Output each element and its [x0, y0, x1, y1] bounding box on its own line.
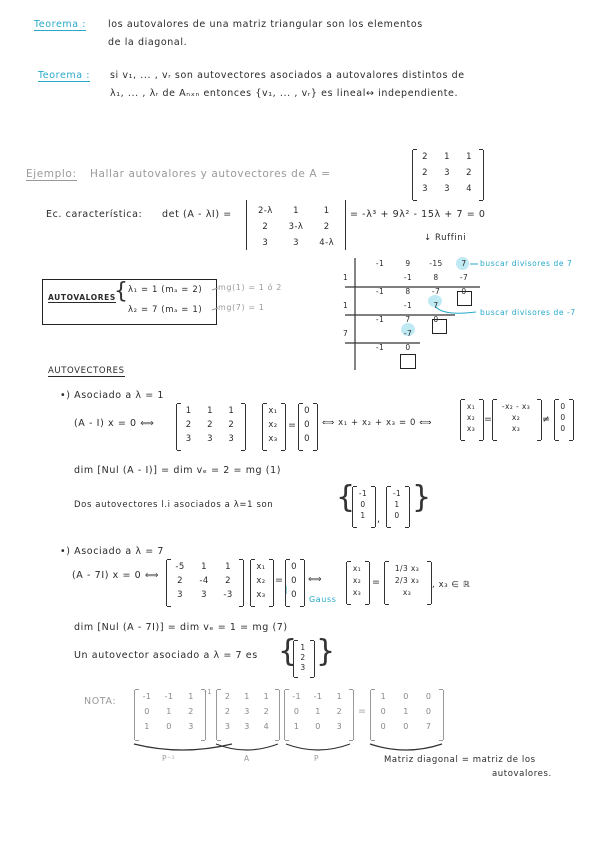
equals: =: [275, 575, 284, 586]
solution-vector-values: [494, 402, 538, 433]
matrix-a-minus-i-values: [178, 406, 242, 444]
theorem-1-text-2: de la diagonal.: [108, 37, 188, 48]
matrix-cell: 3: [188, 722, 194, 731]
vector-cell: -1: [392, 489, 402, 498]
ruffini-note-1: buscar divisores de 7: [480, 259, 573, 268]
solution-vector-values: [386, 564, 428, 597]
ruffini-note-2: buscar divisores de -7: [480, 308, 576, 317]
matrix-cell: 2: [207, 420, 213, 430]
matrix-cell: 2: [323, 222, 330, 232]
matrix-cell: 0: [403, 692, 409, 701]
matrix-cell: 3: [336, 722, 343, 731]
matrix-cell: 3: [177, 590, 183, 600]
case-2-uno: Un autovector asociado a λ = 7 es: [74, 650, 258, 661]
diagonal-note: Matriz diagonal = matriz de los: [384, 755, 536, 765]
matrix-cell: 1: [403, 707, 409, 716]
ruffini-divisor: 1: [343, 273, 349, 282]
brace-open: {: [278, 634, 298, 669]
matrix-cell: 1: [144, 722, 150, 731]
vector-x-values: [264, 406, 282, 444]
vector-cell: 2: [300, 653, 306, 662]
matrix-cell: 0: [315, 722, 321, 731]
case-1-dim: dim [Nul (A - I)] = dim vₑ = 2 = mg (1): [74, 465, 282, 476]
eigenvector-2-values: [388, 489, 406, 520]
vector-cell: 0: [291, 562, 297, 572]
matrix-cell: 2: [262, 222, 269, 232]
example-label: Ejemplo:: [26, 168, 77, 180]
vector-cell: 0: [560, 424, 566, 433]
ruffini-cell: 9: [405, 259, 411, 268]
vector-cell: x₃: [466, 424, 476, 433]
case-1-label: •) Asociado a λ = 1: [60, 390, 165, 401]
case-2-equation: (A - 7I) x = 0 ⟺: [72, 570, 160, 581]
geom-mult-2: mg(7) = 1: [218, 303, 265, 312]
theorem-2-label: Teorema :: [38, 70, 91, 81]
matrix-cell: 3: [262, 238, 269, 248]
vector-cell: 2/3 x₃: [394, 576, 420, 585]
ruffini-cell: -7: [431, 287, 441, 296]
matrix-cell: 0: [403, 722, 409, 731]
equals: =: [358, 706, 367, 717]
matrix-cell: 1: [188, 692, 194, 701]
matrix-cell: 3: [293, 238, 299, 248]
diagonal-note-2: autovalores.: [492, 769, 552, 779]
matrix-cell: 3: [244, 707, 250, 716]
vector-cell: x₃: [402, 588, 412, 597]
ruffini-cell: -1: [375, 259, 385, 268]
zero-vector-values: [287, 562, 301, 600]
ruffini-cell: -7: [459, 273, 469, 282]
matrix-cell: 4: [263, 722, 270, 731]
matrix-cell: 0: [425, 707, 432, 716]
matrix-cell: 1: [293, 722, 300, 731]
matrix-cell: 2: [228, 420, 235, 430]
ruffini-cell: 0: [461, 287, 467, 296]
matrix-cell: 1: [244, 692, 250, 701]
inverse-exponent: -1: [204, 688, 213, 696]
char-eq-result: = -λ³ + 9λ² - 15λ + 7 = 0: [350, 209, 486, 220]
matrix-cell: 3: [207, 434, 213, 444]
brace-close: }: [412, 480, 432, 515]
matrix-cell: 0: [293, 707, 300, 716]
matrix-cell: 0: [166, 722, 172, 731]
vector-cell: 0: [304, 434, 310, 444]
char-eq-label: Ec. característica:: [46, 209, 143, 220]
vector-cell: 0: [304, 420, 310, 430]
char-eq-det: det (A - λI) =: [162, 209, 232, 220]
theorem-1-label: Teorema :: [34, 19, 87, 30]
matrix-cell: 3: [228, 434, 235, 444]
vector-cell: 1: [360, 511, 366, 520]
ruffini-cell: 7: [405, 315, 411, 324]
vector-cell: x₂: [256, 576, 266, 586]
vector-cell: x₂: [466, 413, 476, 422]
vector-cell: 1/3 x₃: [394, 564, 420, 573]
eigenvalues-title: AUTOVALORES: [48, 293, 116, 302]
equals: =: [288, 420, 297, 431]
label-p-inverse: P⁻¹: [162, 754, 176, 763]
matrix-cell: 2: [422, 168, 428, 178]
vector-cell: 3: [300, 663, 306, 672]
matrix-cell: -3: [223, 590, 233, 600]
matrix-cell: -1: [142, 692, 152, 701]
eigenvalue-2: λ₂ = 7 (mₐ = 1): [128, 305, 203, 315]
eigenvector-3-values: [295, 643, 311, 672]
matrix-cell: 1: [380, 692, 387, 701]
matrix-cell: 1: [323, 206, 330, 216]
vector-x-values: [252, 562, 270, 600]
zero-vector-values: [300, 406, 314, 444]
matrix-cell: 3: [444, 184, 450, 194]
nota-label: NOTA:: [84, 696, 117, 707]
matrix-cell: 2: [224, 707, 231, 716]
equals: =: [372, 577, 381, 588]
matrix-cell: 2: [263, 707, 270, 716]
vector-cell: x₂: [268, 420, 278, 430]
matrix-cell: 1: [293, 206, 299, 216]
matrix-cell: 3: [185, 434, 192, 444]
ruffini-cell: 0: [433, 315, 439, 324]
matrix-cell: 2: [225, 576, 231, 586]
vector-cell: 1: [300, 643, 306, 652]
vector-cell: x₁: [256, 562, 266, 572]
case-1-implies: ⟺ x₁ + x₂ + x₃ = 0 ⟺: [322, 418, 433, 428]
vector-cell: 1: [394, 500, 400, 509]
vector-cell: x₁: [352, 564, 362, 573]
vector-x-values: [348, 564, 366, 597]
ruffini-cell: -1: [375, 315, 385, 324]
matrix-cell: 1: [185, 406, 192, 416]
theorem-1-text: los autovalores de una matriz triangular son los elementos: [108, 19, 423, 30]
label-a: A: [244, 754, 250, 763]
matrix-cell: 2: [177, 576, 183, 586]
matrix-cell: 0: [380, 722, 387, 731]
matrix-cell: 3: [444, 168, 450, 178]
brace-open: {: [336, 480, 356, 515]
matrix-p-values: [286, 692, 350, 731]
theorem-2-text-2: λ₁, ... , λᵣ de Aₙₓₙ entonces {v₁, ... , vᵣ} es lineal↔ independiente.: [110, 88, 459, 99]
vector-cell: -1: [358, 489, 368, 498]
ruffini-cell: -7: [403, 329, 413, 338]
ruffini-divisor: 7: [343, 329, 349, 338]
matrix-cell: 1: [228, 406, 235, 416]
case-2-dim: dim [Nul (A - 7I)] = dim vₑ = 1 = mg (7): [74, 622, 288, 633]
brace-close: }: [316, 634, 336, 669]
ruffini-cell: -15: [429, 259, 443, 268]
matrix-cell: -1: [313, 692, 323, 701]
vector-cell: 0: [291, 590, 297, 600]
matrix-cell: 3-λ: [288, 222, 304, 232]
matrix-cell: 0: [380, 707, 387, 716]
case-1-equation: (A - I) x = 0 ⟺: [74, 418, 155, 429]
matrix-cell: 1: [444, 152, 450, 162]
matrix-cell: 1: [336, 692, 343, 701]
eigenvalue-1: λ₁ = 1 (mₐ = 2): [128, 285, 203, 295]
vector-cell: x₁: [268, 406, 278, 416]
matrix-cell: 2: [336, 707, 343, 716]
gauss-note: Gauss: [309, 595, 337, 604]
case-2-condition: , x₃ ∈ ℝ: [432, 580, 471, 590]
matrix-cell: 1: [225, 562, 231, 572]
matrix-p-inverse-values: [136, 692, 202, 731]
vector-cell: 0: [304, 406, 310, 416]
eigenvector-1-values: [354, 489, 372, 520]
geom-mult-1: mg(1) = 1 ó 2: [218, 283, 282, 292]
vector-cell: 0: [560, 413, 566, 422]
matrix-cell: -5: [175, 562, 185, 572]
vector-cell: x₂: [352, 576, 362, 585]
ruffini-cell: 8: [433, 273, 439, 282]
ruffini-label: ↓ Ruffini: [424, 233, 467, 243]
vector-cell: x₃: [256, 590, 266, 600]
matrix-cell: 2: [185, 420, 192, 430]
vector-cell: 0: [560, 402, 566, 411]
matrix-cell: 0: [425, 692, 432, 701]
example-text: Hallar autovalores y autovectores de A =: [90, 168, 331, 180]
ruffini-cell: 7: [433, 301, 439, 310]
matrix-cell: 4: [466, 184, 472, 194]
vector-cell: 0: [394, 511, 400, 520]
matrix-cell: 1: [201, 562, 207, 572]
matrix-cell: 1: [466, 152, 472, 162]
matrix-cell: 2: [188, 707, 194, 716]
matrix-cell: 1: [207, 406, 213, 416]
matrix-cell: -1: [292, 692, 302, 701]
matrix-a-nota-values: [218, 692, 276, 731]
not-equal: ≠: [542, 414, 551, 425]
case-2-label: •) Asociado a λ = 7: [60, 546, 165, 557]
vector-x-values: [462, 402, 480, 433]
iff-arrow: ⟺: [308, 574, 323, 585]
ruffini-cell: 8: [405, 287, 411, 296]
vector-cell: x₁: [466, 402, 476, 411]
matrix-cell: 3: [244, 722, 250, 731]
vector-cell: x₃: [511, 424, 521, 433]
ruffini-cell: 0: [405, 343, 411, 352]
matrix-cell: -4: [199, 576, 209, 586]
ruffini-cell: -1: [403, 301, 413, 310]
matrix-cell: 2: [224, 692, 231, 701]
matrix-cell: 0: [144, 707, 150, 716]
brace: {: [114, 279, 129, 304]
ruffini-cell: -1: [375, 343, 385, 352]
matrix-cell: 4-λ: [319, 238, 335, 248]
equals: =: [484, 414, 493, 425]
vector-cell: -x₂ - x₃: [501, 402, 531, 411]
eigenvectors-title: AUTOVECTORES: [48, 366, 125, 376]
label-p: P: [314, 754, 320, 763]
ruffini-cell: 7: [461, 259, 467, 268]
vector-cell: x₃: [352, 588, 362, 597]
matrix-cell: 3: [224, 722, 231, 731]
matrix-cell: 3: [422, 184, 428, 194]
matrix-cell: 1: [166, 707, 172, 716]
vector-cell: 0: [360, 500, 366, 509]
case-1-dos: Dos autovectores l.i asociados a λ=1 son: [74, 500, 274, 510]
ruffini-cell: -1: [375, 287, 385, 296]
matrix-cell: 1: [315, 707, 321, 716]
matrix-cell: 2-λ: [257, 206, 273, 216]
matrix-diagonal-values: [372, 692, 440, 731]
vector-cell: x₃: [268, 434, 278, 444]
theorem-2-text: si v₁, ... , vᵣ son autovectores asociados a autovalores distintos de: [110, 70, 465, 81]
ruffini-divisor: 1: [343, 301, 349, 310]
vector-cell: x₂: [511, 413, 521, 422]
matrix-cell: 1: [263, 692, 270, 701]
ruffini-cell: -1: [403, 273, 413, 282]
matrix-cell: -1: [164, 692, 174, 701]
matrix-cell: 3: [201, 590, 207, 600]
vector-cell: 0: [291, 576, 297, 586]
matrix-cell: 7: [425, 722, 432, 731]
zero-vector-values: [556, 402, 570, 433]
comma: ,: [377, 514, 381, 525]
matrix-a-minus-7i-values: [168, 562, 240, 600]
matrix-cell: 2: [466, 168, 472, 178]
matrix-cell: 2: [422, 152, 428, 162]
